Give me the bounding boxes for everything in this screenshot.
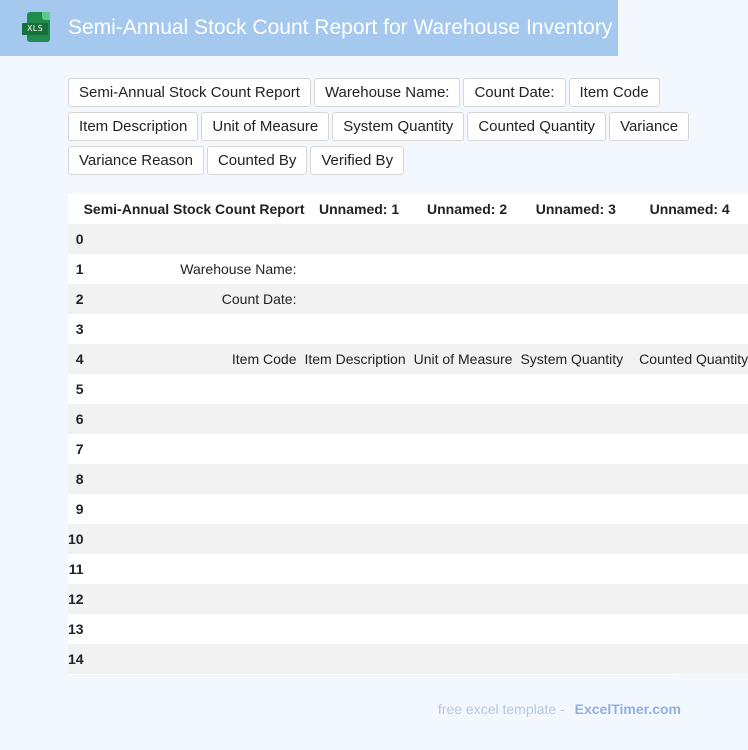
table-cell: Count Date: <box>84 284 305 314</box>
chip[interactable]: Counted Quantity <box>467 112 606 141</box>
row-index: 6 <box>68 404 84 434</box>
table-row <box>68 584 748 614</box>
table-cell <box>84 584 305 614</box>
table-cell <box>84 314 305 344</box>
column-header: Unnamed: 1 <box>304 194 413 224</box>
table-cell <box>631 434 748 464</box>
footer-brand-link[interactable]: ExcelTimer.com <box>574 701 681 717</box>
table-cell <box>520 254 631 284</box>
table-cell <box>84 494 305 524</box>
table-row <box>68 494 748 524</box>
table-cell <box>304 254 413 284</box>
table-cell <box>304 614 413 644</box>
table-cell <box>520 614 631 644</box>
table-cell <box>520 524 631 554</box>
table-cell <box>520 464 631 494</box>
table-cell <box>84 554 305 584</box>
row-index: 7 <box>68 434 84 464</box>
table-cell <box>520 224 631 254</box>
row-index: 9 <box>68 494 84 524</box>
table-cell <box>631 284 748 314</box>
table-cell: Warehouse Name: <box>84 254 305 284</box>
table-cell <box>84 434 305 464</box>
table-row <box>68 464 748 494</box>
table-cell <box>631 584 748 614</box>
table-cell <box>304 494 413 524</box>
table-cell <box>414 314 521 344</box>
table-cell <box>631 374 748 404</box>
table-cell <box>414 524 521 554</box>
table-cell <box>414 644 521 674</box>
chip[interactable]: Verified By <box>310 146 404 175</box>
table-row <box>68 644 748 674</box>
footer-credit <box>438 701 681 717</box>
row-index: 13 <box>68 614 84 644</box>
footer-prefix: free excel template - <box>437 701 565 717</box>
table-cell <box>414 284 521 314</box>
row-index: 5 <box>68 374 84 404</box>
table-cell <box>414 224 521 254</box>
xls-icon-label: XLS <box>22 23 48 35</box>
column-header: Unnamed: 4 <box>631 194 748 224</box>
table-cell <box>414 464 521 494</box>
table-row <box>68 374 748 404</box>
table-cell <box>520 404 631 434</box>
row-index: 4 <box>68 344 84 374</box>
table-cell <box>84 404 305 434</box>
table-header-row <box>68 194 748 224</box>
table-cell <box>304 464 413 494</box>
table-cell <box>84 374 305 404</box>
row-index: 0 <box>68 224 84 254</box>
table-row <box>68 404 748 434</box>
chip[interactable]: Item Code <box>569 78 660 107</box>
row-index: 2 <box>68 284 84 314</box>
column-header: Unnamed: 3 <box>520 194 631 224</box>
table-cell <box>520 434 631 464</box>
table-cell <box>304 374 413 404</box>
table-cell <box>631 644 748 674</box>
table-cell <box>631 314 748 344</box>
page-title: Semi-Annual Stock Count Report for Warehouse Inventory <box>68 16 613 39</box>
data-table <box>68 194 748 674</box>
table-cell <box>84 614 305 644</box>
table-cell: System Quantity <box>520 344 631 374</box>
table-cell <box>304 284 413 314</box>
table-cell <box>520 584 631 614</box>
table-cell: Item Code <box>84 344 305 374</box>
table-cell <box>631 524 748 554</box>
table-row <box>68 614 748 644</box>
table-cell <box>631 404 748 434</box>
table-cell <box>304 434 413 464</box>
table-cell <box>414 554 521 584</box>
chip[interactable]: Count Date: <box>463 78 565 107</box>
table-cell <box>304 644 413 674</box>
row-index: 12 <box>68 584 84 614</box>
row-index: 3 <box>68 314 84 344</box>
spreadsheet-preview[interactable] <box>68 194 748 675</box>
table-cell <box>631 254 748 284</box>
table-cell <box>414 434 521 464</box>
table-cell <box>84 524 305 554</box>
table-cell <box>520 284 631 314</box>
xls-file-icon <box>22 12 52 44</box>
table-cell <box>414 404 521 434</box>
table-cell <box>631 494 748 524</box>
chip[interactable]: Variance Reason <box>68 146 204 175</box>
index-header <box>68 194 84 224</box>
chip[interactable]: System Quantity <box>332 112 464 141</box>
title-bar <box>0 0 618 56</box>
table-cell <box>520 644 631 674</box>
chip[interactable]: Semi-Annual Stock Count Report <box>68 78 311 107</box>
row-index: 1 <box>68 254 84 284</box>
table-cell <box>520 554 631 584</box>
table-cell <box>414 584 521 614</box>
column-chip-list <box>68 78 698 177</box>
table-row <box>68 224 748 254</box>
table-row <box>68 344 748 374</box>
table-cell <box>304 554 413 584</box>
table-cell <box>631 224 748 254</box>
table-cell <box>631 614 748 644</box>
table-cell <box>84 224 305 254</box>
table-row <box>68 254 748 284</box>
column-header: Unnamed: 2 <box>414 194 521 224</box>
row-index: 10 <box>68 524 84 554</box>
table-row <box>68 314 748 344</box>
table-cell <box>520 374 631 404</box>
table-cell <box>414 494 521 524</box>
table-cell <box>414 254 521 284</box>
column-header: Semi-Annual Stock Count Report <box>84 194 305 224</box>
table-row <box>68 284 748 314</box>
table-cell <box>304 584 413 614</box>
table-cell <box>414 614 521 644</box>
chip[interactable]: Variance <box>609 112 689 141</box>
table-cell <box>414 374 521 404</box>
chip[interactable]: Warehouse Name: <box>314 78 461 107</box>
table-cell <box>304 224 413 254</box>
table-row <box>68 434 748 464</box>
table-row <box>68 524 748 554</box>
table-cell <box>520 494 631 524</box>
table-row <box>68 554 748 584</box>
row-index: 14 <box>68 644 84 674</box>
table-cell <box>304 404 413 434</box>
table-cell <box>84 644 305 674</box>
table-cell: Item Description <box>304 344 413 374</box>
table-cell <box>520 314 631 344</box>
chip[interactable]: Counted By <box>207 146 307 175</box>
chip[interactable]: Item Description <box>68 112 198 141</box>
table-cell <box>84 464 305 494</box>
table-cell: Counted Quantity <box>631 344 748 374</box>
row-index: 8 <box>68 464 84 494</box>
table-cell <box>304 524 413 554</box>
chip[interactable]: Unit of Measure <box>201 112 329 141</box>
row-index: 11 <box>68 554 84 584</box>
table-cell <box>304 314 413 344</box>
table-cell: Unit of Measure <box>414 344 521 374</box>
table-cell <box>631 554 748 584</box>
table-cell <box>631 464 748 494</box>
